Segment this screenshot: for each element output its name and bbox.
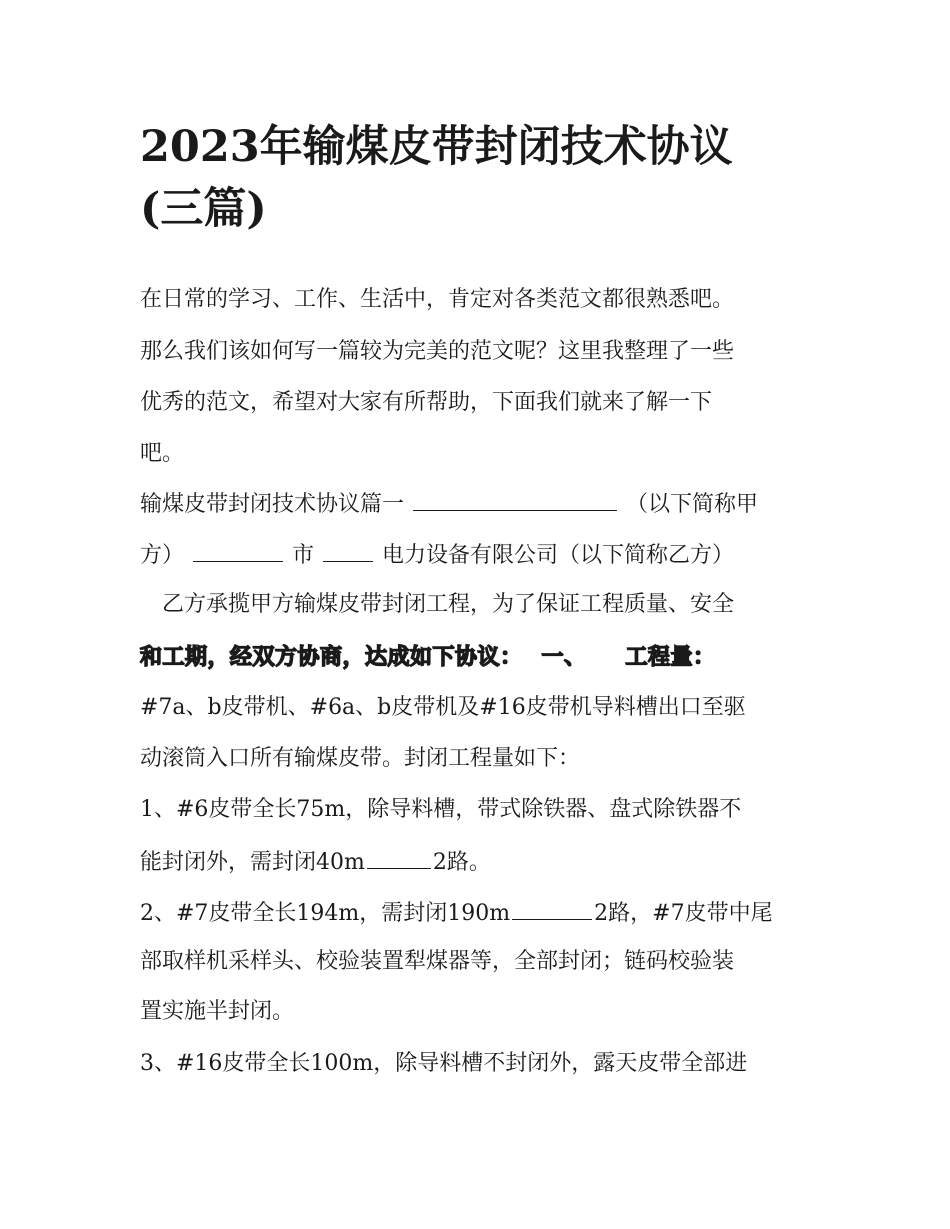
party-a-end: 方） xyxy=(140,543,185,568)
para1-outlined-text: 和工期，经双方协商，达成如下协议： xyxy=(140,644,523,670)
item1-pre: 能封闭外，需封闭40m xyxy=(140,850,365,875)
item3-line-1: 3、#16皮带全长100m，除导料槽不封闭外，露天皮带全部进 xyxy=(140,1051,748,1076)
item1-line-1: 1、#6皮带全长75m，除导料槽，带式除铁器、盘式除铁器不 xyxy=(140,797,742,822)
item2-line-2: 部取样机采样头、校验装置犁煤器等，全部封闭；链码校验装 xyxy=(140,949,735,974)
party-a-suffix: （以下简称甲 xyxy=(626,492,759,517)
item2-line-1 xyxy=(140,897,773,929)
item2-blank xyxy=(512,897,592,920)
agreement-title: 输煤皮带封闭技术协议篇一 xyxy=(140,492,405,517)
agreement-heading-line xyxy=(140,488,758,520)
city-label: 市 xyxy=(292,543,315,568)
section-number: 一、 xyxy=(541,644,587,670)
intro-line-2: 那么我们该如何写一篇较为完美的范文呢？这里我整理了一些 xyxy=(140,339,735,364)
section-title: 工程量： xyxy=(625,644,716,670)
body-line-1: #7a、b皮带机、#6a、b皮带机及#16皮带机导料槽出口至驱 xyxy=(140,695,746,720)
company-blank xyxy=(323,539,373,562)
item1-line-2 xyxy=(140,846,491,878)
title-line-1: 2023年输煤皮带封闭技术协议 xyxy=(140,122,733,172)
item1-blank xyxy=(367,846,431,869)
party-b-text: 电力设备有限公司（以下简称乙方） xyxy=(382,543,735,568)
intro-line-4: 吧。 xyxy=(140,441,185,466)
item2-pre: 2、#7皮带全长194m，需封闭190m xyxy=(140,901,511,926)
document-title xyxy=(140,116,820,240)
body-line-2: 动滚筒入口所有输煤皮带。封闭工程量如下： xyxy=(140,746,581,771)
item2-post: 2路，#7皮带中尾 xyxy=(594,901,773,926)
party-b-line xyxy=(140,539,734,571)
title-line-2: (三篇) xyxy=(140,184,267,234)
item1-post: 2路。 xyxy=(432,850,491,875)
para1-line-1: 乙方承揽甲方输煤皮带封闭工程，为了保证工程质量、安全 xyxy=(162,592,735,617)
intro-line-1: 在日常的学习、工作、生活中，肯定对各类范文都很熟悉吧。 xyxy=(140,287,735,312)
city-blank xyxy=(193,539,283,562)
intro-line-3: 优秀的范文，希望对大家有所帮助，下面我们就来了解一下 xyxy=(140,390,713,415)
item2-line-3: 置实施半封闭。 xyxy=(140,999,295,1024)
party-a-blank xyxy=(413,488,617,511)
para1-line-2 xyxy=(140,642,716,673)
